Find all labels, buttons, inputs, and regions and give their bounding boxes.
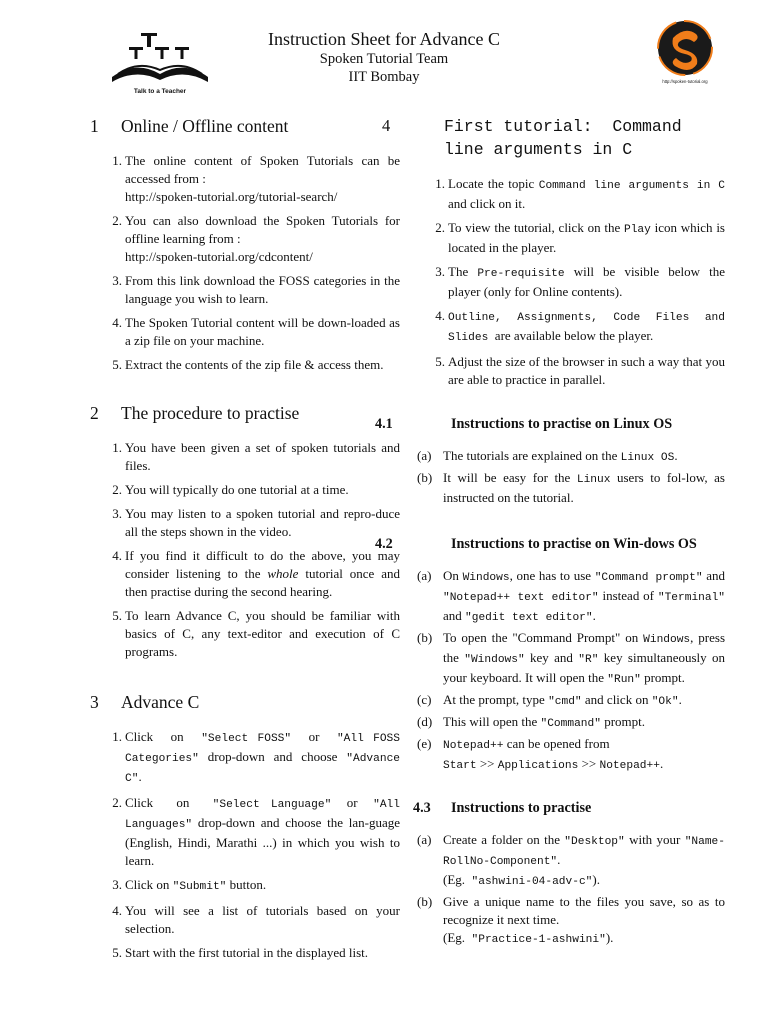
list-item: 2. You can also download the Spoken Tutorials for offline learning from : http://spoken-tutorial.org/cdcontent/ <box>112 213 400 264</box>
list-item: 2. To view the tutorial, click on the Play icon which is located in the player. <box>435 220 725 255</box>
advance-c-list <box>90 728 400 962</box>
list-item: (d) This will open the "Command" prompt. <box>417 714 645 730</box>
list-item: (a) On Windows, one has to use "Command prompt" and "Notepad++ text editor" instead of "Terminal" and "gedit text editor". <box>417 568 726 624</box>
list-item: 5. Adjust the size of the browser in such a way that you are able to practice in parallel. <box>435 354 725 387</box>
document-team: Spoken Tutorial Team <box>319 51 449 67</box>
list-item: 3. You may listen to a spoken tutorial and repro-duce all the steps shown in the video. <box>112 506 400 539</box>
section-heading: 1 Online / Offline content <box>90 116 289 136</box>
list-item: 5. Extract the contents of the zip file & access them. <box>112 357 384 372</box>
subsection-heading: 4.3 Instructions to practise <box>413 800 592 816</box>
list-item: 4. The Spoken Tutorial content will be down-loaded as a zip file on your machine. <box>112 315 400 348</box>
list-item: 4. You will see a list of tutorials based on your selection. <box>112 903 400 936</box>
list-item: (b) Give a unique name to the files you save, so as to recognize it next time. (Eg. "Practice-1-ashwini"). <box>417 894 725 946</box>
practise-list <box>413 831 725 949</box>
left-column <box>90 112 400 962</box>
list-item: (c) At the prompt, type "cmd" and click on "Ok". <box>417 692 682 708</box>
subsection-heading: 4.1 Instructions to practise on Linux OS <box>375 416 673 432</box>
list-item: 1. Locate the topic Command line arguments in C and click on it. <box>435 176 725 211</box>
first-tutorial-list <box>413 175 725 389</box>
list-item: (b) It will be easy for the Linux users to fol-low, as instructed on the tutorial. <box>417 470 725 505</box>
list-item: 2. You will typically do one tutorial at a time. <box>112 482 349 497</box>
list-item: 3. Click on "Submit" button. <box>112 877 267 893</box>
list-item: (a) The tutorials are explained on the Linux OS. <box>417 448 678 464</box>
list-item: 5. To learn Advance C, you should be familiar with basics of C, any text-editor and execution of C programs. <box>112 608 400 659</box>
right-column <box>375 112 726 949</box>
linux-list <box>413 447 725 507</box>
procedure-list <box>90 439 400 661</box>
list-item: 3. From this link download the FOSS categories in the language you wish to learn. <box>112 273 400 306</box>
list-item: (a) Create a folder on the "Desktop" with your "Name-RollNo-Component". (Eg. "ashwini-04-adv-c"). <box>417 832 725 888</box>
list-item: 1. The online content of Spoken Tutorials can be accessed from : http://spoken-tutorial.org/tutorial-search/ <box>112 153 400 204</box>
list-item: (e) Notepad++ can be opened from Start >> Applications >> Notepad++. <box>417 736 664 772</box>
left-logo-caption: Talk to a Teacher <box>133 88 187 95</box>
list-item: 1. Click on "Select FOSS" or "All FOSS Categories" drop-down and choose "Advance C". <box>112 729 400 785</box>
subsection-heading: 4.2 Instructions to practise on Win-dows OS <box>375 536 697 552</box>
document-institute: IIT Bombay <box>348 69 420 85</box>
right-logo-caption: http://spoken-tutorial.org <box>662 79 708 84</box>
spoken-tutorial-logo <box>654 20 716 86</box>
list-item: 5. Start with the first tutorial in the displayed list. <box>112 945 368 960</box>
list-item: 4. If you find it difficult to do the above, you may consider listening to the whole tutorial once and then practise during the second hearing. <box>112 548 400 599</box>
list-item: 3. The Pre-requisite will be visible below the player (only for Online contents). <box>435 264 725 299</box>
list-item: (b) To open the "Command Prompt" on Windows, press the "Windows" key and "R" key simultaneously on your keyboard. It will open the "Run" prompt. <box>417 630 726 686</box>
list-item: 2. Click on "Select Language" or "All Languages" drop-down and choose the lan-guage (English, Hindi, Marathi ...) in which you wish to learn. <box>112 795 400 868</box>
list-item: 4. Outline, Assignments, Code Files and Slides are available below the player. <box>435 308 725 344</box>
section-heading: 2 The procedure to practise <box>90 403 300 423</box>
online-offline-list <box>90 152 400 374</box>
document-title: Instruction Sheet for Advance C <box>268 29 500 49</box>
windows-list <box>413 567 725 775</box>
section-heading: 4 First tutorial: Command line arguments in C <box>382 116 682 159</box>
talk-to-a-teacher-logo <box>108 30 212 100</box>
list-item: 1. You have been given a set of spoken tutorials and files. <box>112 440 400 473</box>
section-heading: 3 Advance C <box>90 692 200 712</box>
